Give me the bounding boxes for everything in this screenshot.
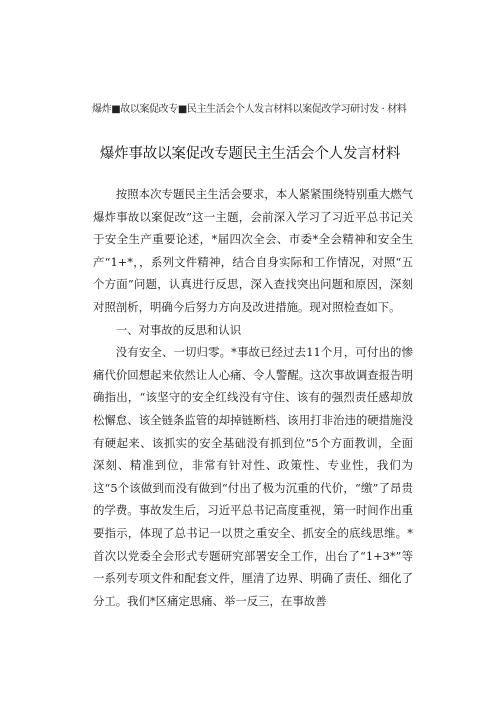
paragraph-reflection: 没有安全、一切归零。*事故已经过去11个月，可付出的惨痛代价回想起来依然让人心痛、令人警醒。这次事故调查报告明确指出，“该坚守的安全红线没有守住、该有的强烈责任感却放松懈怠、该全链条监管的却掉链断档、该用打非治违的硬措施没有硬起来、该抓实的安全基础没有抓到位”5个方面教训，全面深刻、精准到位，非常有针对性、政策性、专业性，我们为这“5个该做到而没有做到“付出了极为沉重的代价，“缴”了昂贵的学费。事故发生后，习近平总书记高度重视，第一时间作出重要指示，体现了总书记一以贯之重安全、抓安全的底线思维。*首次以党委全会形式专题研究部署安全工作，出台了“1+3*”等一系列专项文件和配套文件，厘清了边界、明确了责任、细化了分工。我们*区痛定思痛、举一反三，在事故善 <box>93 345 413 608</box>
paragraph-intro: 按照本次专题民主生活会要求，本人紧紧围绕特别重大燃气爆炸事故以案促改”这一主题，会前深入学习了习近平总书记关于安全生产重要论述，*届四次全会、市委*全会精神和安全生产“1+*，，系列文件精神，结合自身实际和工作情况，对照“五个方面”问题，认真进行反思，深入查找突出问题和原因，深刻对照剖析，明确今后努力方向及改进措施。现对照检查如下。 <box>93 187 413 314</box>
document-title: 爆炸事故以案促改专题民主生活会个人发言材料 <box>99 146 401 162</box>
document-body <box>93 183 413 612</box>
page-header: 爆炸■故以案促改专■民主生活会个人发言材料以案促改学习研讨发 · 材料 <box>92 104 407 115</box>
section-heading-1: 一、对事故的反思和认识 <box>115 322 242 337</box>
